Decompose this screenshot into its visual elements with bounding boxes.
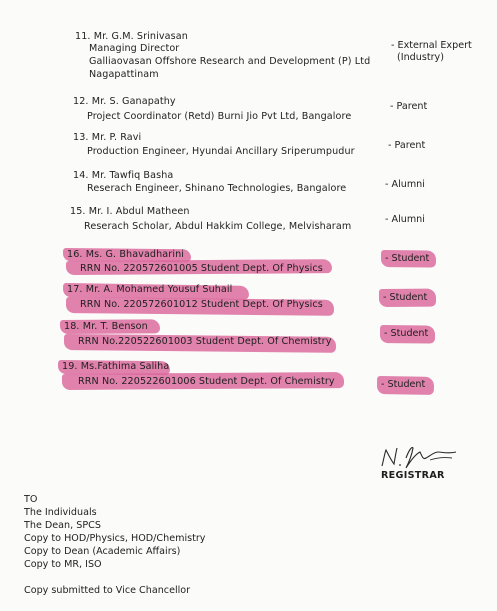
member-number: 18. <box>64 321 80 332</box>
member-name: Mr. I. Abdul Matheen <box>88 206 190 217</box>
member-number: 19. <box>62 361 78 372</box>
member-number: 11. <box>75 31 91 42</box>
member-number: 17. <box>67 284 83 295</box>
signatory-title: REGISTRAR <box>381 470 445 481</box>
member-role: - Alumni <box>385 179 425 190</box>
member-affiliation: Production Engineer, Hyundai Ancillary Sriperumpudur <box>87 146 355 157</box>
member-role-sub: (Industry) <box>397 52 444 63</box>
member-role: - Student <box>383 292 428 303</box>
member-role: - Student <box>385 253 430 264</box>
member-number: 12. <box>73 96 89 107</box>
distribution-footer: Copy submitted to Vice Chancellor <box>24 585 191 596</box>
distribution-heading: TO <box>24 494 38 505</box>
member-role: - Student <box>381 379 426 390</box>
member-designation: Managing Director <box>89 43 180 54</box>
member-details: RRN No.220522601003 Student Dept. Of Chemistry <box>78 336 332 347</box>
member-name: Mr. G.M. Srinivasan <box>93 31 188 42</box>
distribution-line: The Individuals <box>24 507 97 518</box>
member-name: Mr. T. Benson <box>82 321 148 332</box>
member-name: Mr. S. Ganapathy <box>91 96 176 107</box>
member-affiliation: Reserach Scholar, Abdul Hakkim College, Melvisharam <box>84 221 352 232</box>
member-details: RRN No. 220572601005 Student Dept. Of Physics <box>80 263 323 274</box>
distribution-line: Copy to HOD/Physics, HOD/Chemistry <box>24 533 206 544</box>
member-name: Ms. G. Bhavadharini <box>85 249 185 260</box>
member-name: Ms.Fathima Saliha <box>80 361 170 372</box>
member-organisation: Galliaovasan Offshore Research and Development (P) Ltd <box>89 56 371 67</box>
member-role: - Parent <box>388 140 426 151</box>
member-location: Nagapattinam <box>89 69 159 80</box>
member-name: Mr. A. Mohamed Yousuf Suhail <box>85 284 233 295</box>
member-number: 16. <box>67 249 83 260</box>
member-role: - Parent <box>390 101 428 112</box>
member-details: RRN No. 220522601006 Student Dept. Of Chemistry <box>78 376 335 387</box>
member-role: - Alumni <box>385 214 425 225</box>
distribution-line: The Dean, SPCS <box>24 520 101 531</box>
member-number: 14. <box>73 170 89 181</box>
member-number: 15. <box>70 206 86 217</box>
member-role: - External Expert <box>391 40 472 51</box>
member-details: RRN No. 220572601012 Student Dept. Of Physics <box>80 299 323 310</box>
member-affiliation: Project Coordinator (Retd) Burni Jio Pvt Ltd, Bangalore <box>87 111 352 122</box>
member-number: 13. <box>73 132 89 143</box>
member-role: - Student <box>384 328 429 339</box>
member-name: Mr. P. Ravi <box>91 132 142 143</box>
registrar-signature <box>376 436 468 474</box>
member-name: Mr. Tawfiq Basha <box>91 170 174 181</box>
member-affiliation: Reserach Engineer, Shinano Technologies, Bangalore <box>87 183 347 194</box>
distribution-line: Copy to Dean (Academic Affairs) <box>24 546 181 557</box>
distribution-line: Copy to MR, ISO <box>24 559 102 570</box>
